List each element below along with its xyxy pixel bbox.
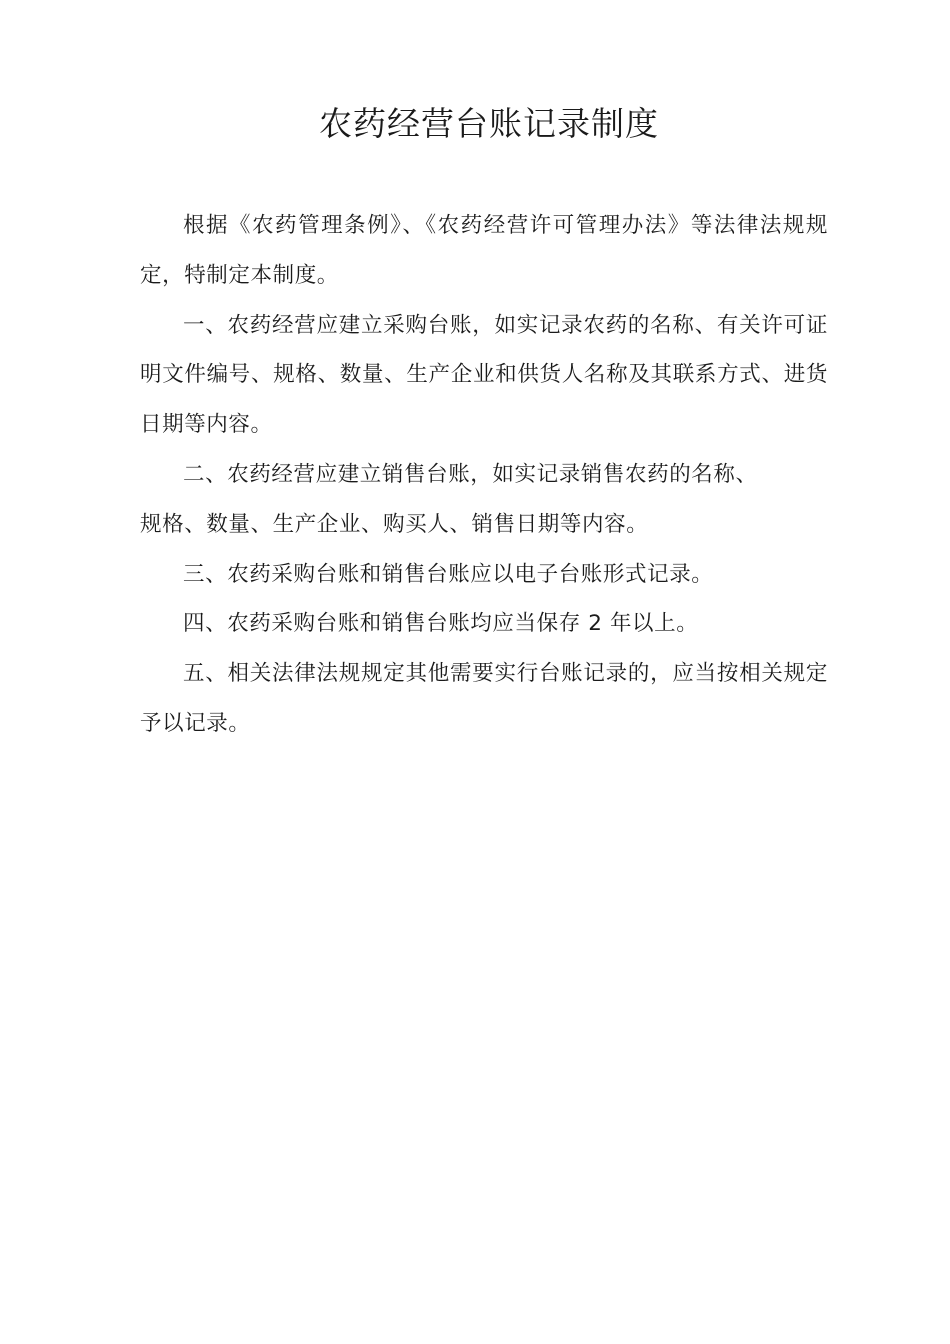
clause-2-paragraph: 二、农药经营应建立销售台账，如实记录销售农药的名称、规格、数量、生产企业、购买人、销售日期等内容。 bbox=[140, 461, 758, 537]
page-title: 农药经营台账记录制度 bbox=[319, 104, 659, 143]
clause-3-paragraph: 三、农药采购台账和销售台账应以电子台账形式记录。 bbox=[183, 561, 714, 587]
document-body bbox=[140, 201, 828, 749]
clause-4-paragraph: 四、农药采购台账和销售台账均应当保存 2 年以上。 bbox=[183, 611, 699, 637]
intro-paragraph: 根据《农药管理条例》、《农药经营许可管理办法》等法律法规规定，特制定本制度。 bbox=[140, 213, 828, 288]
clause-5-paragraph: 五、相关法律法规规定其他需要实行台账记录的，应当按相关规定予以记录。 bbox=[140, 661, 828, 736]
clause-1-paragraph: 一、农药经营应建立采购台账，如实记录农药的名称、有关许可证明文件编号、规格、数量、生产企业和供货人名称及其联系方式、进货日期等内容。 bbox=[140, 312, 828, 438]
